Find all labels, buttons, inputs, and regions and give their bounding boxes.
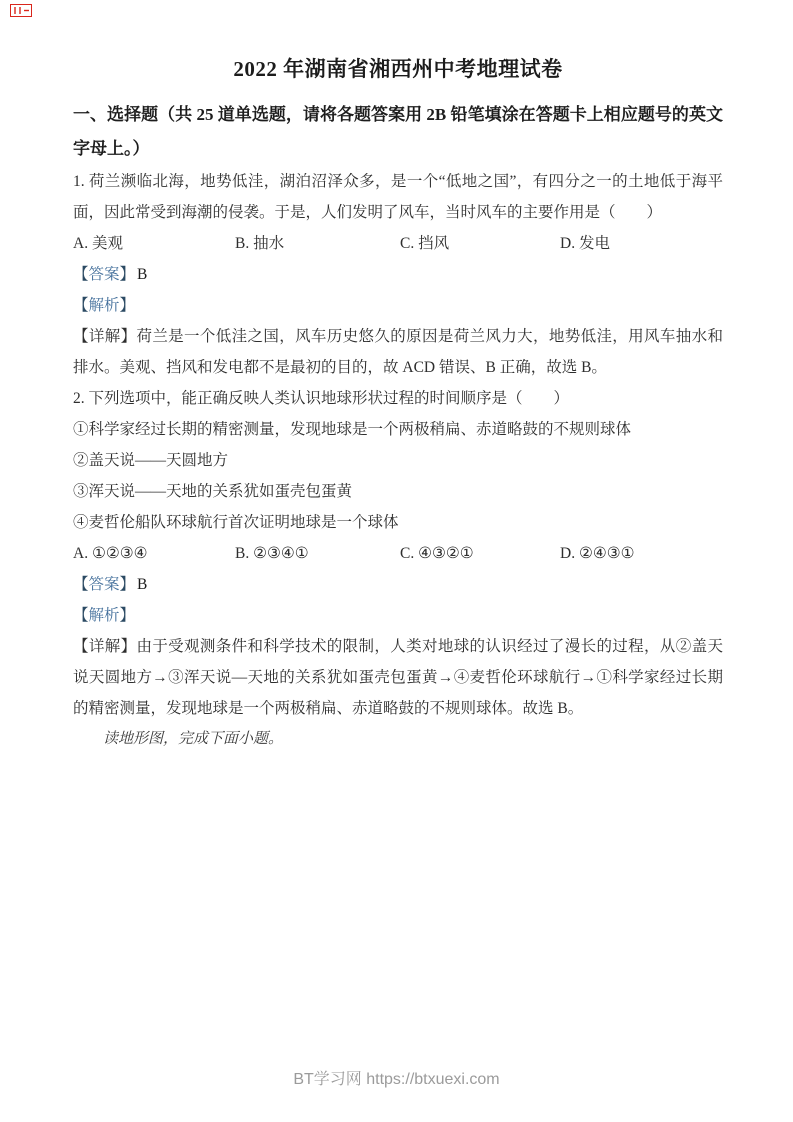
question-2-item-1: ①科学家经过长期的精密测量，发现地球是一个两极稍扁、赤道略鼓的不规则球体 bbox=[73, 421, 632, 438]
question-2-analysis-line bbox=[73, 600, 723, 631]
question-2-stem: 2. 下列选项中，能正确反映人类认识地球形状过程的时间顺序是（ ） bbox=[73, 390, 570, 407]
footer-link[interactable]: BT学习网 https://btxuexi.com bbox=[293, 1071, 500, 1088]
question-2-option-b: B. ②③④① bbox=[235, 545, 309, 562]
question-2-item-2: ②盖天说——天圆地方 bbox=[73, 452, 229, 469]
question-2-item-3: ③浑天说——天地的关系犹如蛋壳包蛋黄 bbox=[73, 483, 353, 500]
section-heading: 一、选择题（共 25 道单选题，请将各题答案用 2B 铅笔填涂在答题卡上相应题号的英文字母上。） bbox=[73, 105, 723, 158]
page-title: 2022 年湖南省湘西州中考地理试卷 bbox=[233, 57, 563, 81]
question-2-option-a: A. ①②③④ bbox=[73, 545, 148, 562]
question-2-option-c: C. ④③②① bbox=[400, 545, 474, 562]
question-1-analysis-line bbox=[73, 290, 723, 321]
question-1-option-c: C. 挡风 bbox=[400, 235, 450, 252]
question-2-detail bbox=[73, 631, 723, 724]
question-1-option-d: D. 发电 bbox=[560, 235, 610, 252]
question-1-detail bbox=[73, 321, 723, 383]
detail-text: 荷兰是一个低洼之国，风车历史悠久的原因是荷兰风力大，地势低洼，用风车抽水和排水。美观、挡风和发电都不是最初的目的，故 ACD 错误、B 正确，故选 B。 bbox=[73, 328, 723, 376]
detail-label: 【详解】 bbox=[73, 328, 137, 345]
passage-instruction-note: 读地形图，完成下面小题。 bbox=[103, 731, 284, 747]
question-1-answer-line bbox=[73, 259, 723, 290]
answer-label: 【答案】 bbox=[73, 576, 136, 593]
answer-value: B bbox=[137, 266, 148, 283]
red-seal-icon bbox=[10, 4, 32, 17]
detail-label: 【详解】 bbox=[73, 638, 137, 655]
detail-text: 由于受观测条件和科学技术的限制，人类对地球的认识经过了漫长的过程，从②盖天说天圆地方→③浑天说—天地的关系犹如蛋壳包蛋黄→④麦哲伦环球航行→①科学家经过长期的精密测量，发现地球是一个两极稍扁、赤道略鼓的不规则球体。故选 B。 bbox=[73, 638, 723, 717]
question-1-option-b: B. 抽水 bbox=[235, 235, 285, 252]
question-2-options bbox=[73, 538, 723, 569]
question-1-options bbox=[73, 228, 723, 259]
answer-value: B bbox=[137, 576, 148, 593]
question-2-option-d: D. ②④③① bbox=[560, 545, 635, 562]
question-1-option-a: A. 美观 bbox=[73, 235, 123, 252]
footer-watermark bbox=[0, 1066, 793, 1089]
question-2-answer-line bbox=[73, 569, 723, 600]
analysis-label: 【解析】 bbox=[73, 607, 136, 624]
question-1-stem: 1. 荷兰濒临北海，地势低洼，湖泊沼泽众多，是一个“低地之国”，有四分之一的土地低于海平面，因此常受到海潮的侵袭。于是，人们发明了风车，当时风车的主要作用是（ ） bbox=[73, 173, 723, 221]
answer-label: 【答案】 bbox=[73, 266, 136, 283]
question-2-item-4: ④麦哲伦船队环球航行首次证明地球是一个球体 bbox=[73, 514, 399, 531]
analysis-label: 【解析】 bbox=[73, 297, 136, 314]
